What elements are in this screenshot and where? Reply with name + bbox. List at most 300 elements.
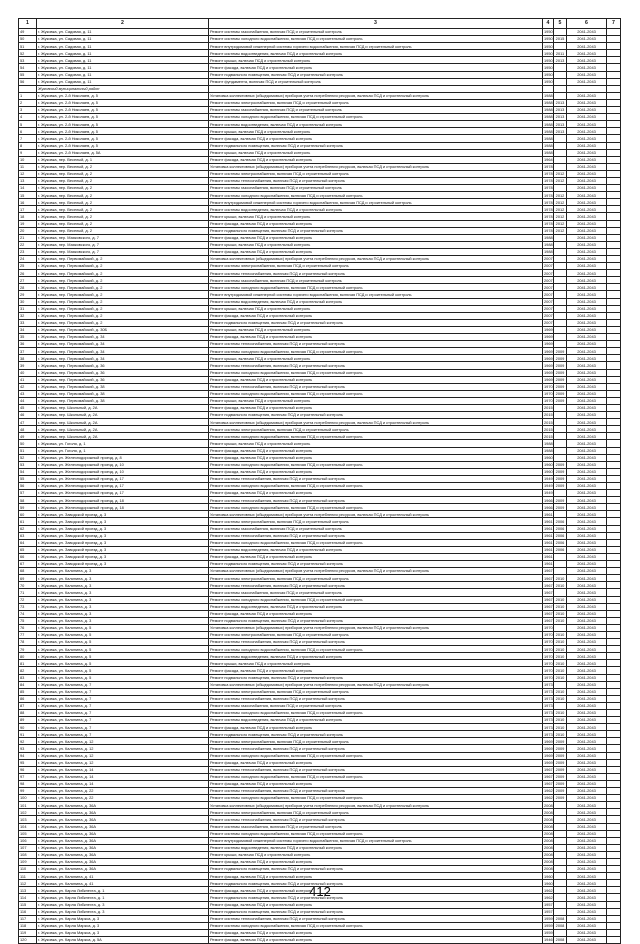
table-row: [19, 142, 621, 149]
work-type-cell: Ремонт крыши, включая ПСД и строительный контроль: [209, 241, 543, 248]
period-cell: 2041-2043: [567, 724, 607, 731]
build-year-cell: 1960: [544, 469, 553, 475]
last-repair-year-cell: 2009: [554, 397, 567, 404]
row-number-cell: 22: [19, 241, 37, 248]
table-row: [19, 99, 621, 106]
address-cell: Жуковский муниципальный район: [37, 85, 209, 92]
table-row: [19, 206, 621, 213]
col-7-cell: [607, 908, 621, 915]
last-repair-year-cell: [554, 64, 567, 71]
row-number-cell: 87: [19, 702, 37, 709]
row-number-cell: 93: [19, 745, 37, 752]
last-repair-year-cell: [554, 334, 567, 341]
row-number-cell: 80: [19, 653, 37, 660]
col-7-cell: [607, 390, 621, 397]
last-repair-year-cell: [554, 866, 567, 873]
work-type-cell: Ремонт фасада, включая ПСД и строительный контроль: [209, 873, 543, 880]
col-7-cell: [607, 539, 621, 546]
period-cell: 2041-2043: [567, 802, 607, 809]
row-number-cell: 54: [19, 468, 37, 475]
build-year-cell: 1988: [544, 235, 553, 241]
build-year-cell: 1959: [544, 916, 553, 922]
address-cell: г. Жуковка, ул. Калинина, д. 7: [37, 688, 209, 695]
table-row: [19, 291, 621, 298]
last-repair-year-cell: 2010: [554, 660, 567, 667]
address-cell: г. Жуковка, ул. Калинина, д. 3: [37, 617, 209, 624]
build-year-cell: 1969: [544, 348, 553, 354]
col-7-cell: [607, 362, 621, 369]
work-type-cell: Ремонт системы электроснабжения, включая ПСД и строительный контроль: [209, 688, 543, 695]
period-cell: 2041-2043: [567, 773, 607, 780]
table-row: [19, 64, 621, 71]
last-repair-year-cell: 2006: [554, 539, 567, 546]
build-year-cell: 1967: [544, 575, 553, 581]
work-type-cell: Ремонт системы электроснабжения, включая ПСД и строительный контроль: [209, 631, 543, 638]
last-repair-year-cell: 2012: [554, 192, 567, 199]
row-number-cell: 98: [19, 780, 37, 787]
work-type-cell: Ремонт системы холодного водоснабжения, включая ПСД и строительный контроль: [209, 539, 543, 546]
period-cell: 2041-2043: [567, 177, 607, 184]
table-row: [19, 667, 621, 674]
build-year-cell: 1970: [544, 646, 553, 652]
last-repair-year-cell: [554, 447, 567, 454]
period-cell: 2041-2043: [567, 483, 607, 490]
last-repair-year-cell: 2010: [554, 731, 567, 738]
row-number-cell: 77: [19, 631, 37, 638]
table-row: [19, 731, 621, 738]
build-year-cell: 1961: [544, 540, 553, 546]
table-row: [19, 114, 621, 121]
build-year-cell: 1949: [544, 490, 553, 496]
work-type-cell: Ремонт крыши, включая ПСД и строительный контроль: [209, 397, 543, 404]
address-cell: г. Жуковка, ул. Заводской проезд, д. 3: [37, 553, 209, 560]
period-cell: 2041-2043: [567, 248, 607, 255]
address-cell: г. Жуковка, пер. Первомайский, д. 34: [37, 334, 209, 341]
last-repair-year-cell: 2010: [554, 639, 567, 646]
address-cell: г. Жуковка, ул. Калинина, д. 3: [37, 568, 209, 575]
table-row: [19, 404, 621, 411]
col-7-cell: [607, 937, 621, 944]
work-type-cell: Ремонт системы водоотведения, включая ПСД и строительный контроль: [209, 844, 543, 851]
col-7-cell: [607, 199, 621, 206]
work-type-cell: Ремонт системы газоснабжения, включая ПСД и строительный контроль: [209, 107, 543, 114]
last-repair-year-cell: [554, 816, 567, 823]
last-repair-year-cell: 2010: [554, 646, 567, 653]
header-col-last-repair-year: 5: [554, 19, 567, 29]
table-row: [19, 511, 621, 518]
header-col-address: 2: [37, 19, 209, 29]
row-number-cell: 81: [19, 660, 37, 667]
address-cell: г. Жуковка, ул. 2-й Николаев, д. 5: [37, 128, 209, 135]
col-7-cell: [607, 461, 621, 468]
table-row: [19, 121, 621, 128]
period-cell: 2041-2043: [567, 419, 607, 426]
last-repair-year-cell: 2012: [554, 170, 567, 177]
work-type-cell: Ремонт фасада, включая ПСД и строительный контроль: [209, 780, 543, 787]
period-cell: 2041-2043: [567, 99, 607, 106]
build-year-cell: 1978: [544, 171, 553, 177]
work-type-cell: Ремонт подвального помещения, включая ПСД и строительный контроль: [209, 319, 543, 326]
col-7-cell: [607, 639, 621, 646]
table-row: [19, 603, 621, 610]
last-repair-year-cell: 2013: [554, 99, 567, 106]
row-number-cell: 35: [19, 334, 37, 341]
col-7-cell: [607, 873, 621, 880]
period-cell: 2041-2043: [567, 880, 607, 887]
row-number-cell: 95: [19, 759, 37, 766]
build-year-cell: 2007: [544, 291, 553, 297]
row-number-cell: 54: [19, 64, 37, 71]
row-number-cell: 11: [19, 163, 37, 170]
last-repair-year-cell: 2008: [554, 915, 567, 922]
build-year-cell: 2008: [544, 809, 553, 815]
build-year-cell: 1950: [544, 36, 553, 42]
work-type-cell: Установка коллективных (общедомовых) приборов учета потребления ресурсов, включая ПСД и строительный контроль: [209, 681, 543, 688]
col-7-cell: [607, 646, 621, 653]
register-sheet: [18, 18, 620, 944]
col-7-cell: [607, 617, 621, 624]
period-cell: 2041-2043: [567, 596, 607, 603]
period-cell: 2041-2043: [567, 390, 607, 397]
table-row: [19, 199, 621, 206]
table-row: [19, 177, 621, 184]
table-row: [19, 497, 621, 504]
row-number-cell: 26: [19, 270, 37, 277]
row-number-cell: 43: [19, 390, 37, 397]
row-number-cell: 108: [19, 851, 37, 858]
table-row: [19, 866, 621, 873]
period-cell: 2041-2043: [567, 738, 607, 745]
last-repair-year-cell: [554, 341, 567, 348]
row-number-cell: 101: [19, 802, 37, 809]
col-7-cell: [607, 348, 621, 355]
row-number-cell: 12: [19, 170, 37, 177]
build-year-cell: 1970: [544, 639, 553, 645]
work-type-cell: Ремонт системы газоснабжения, включая ПСД и строительный контроль: [209, 823, 543, 830]
address-cell: г. Жуковка, пер. Веселый, д. 2: [37, 192, 209, 199]
col-7-cell: [607, 319, 621, 326]
build-year-cell: 1967: [544, 774, 553, 780]
work-type-cell: Ремонт системы электроснабжения, включая ПСД и строительный контроль: [209, 738, 543, 745]
address-cell: г. Жуковка, ул. Заводской проезд, д. 3: [37, 532, 209, 539]
row-number-cell: 66: [19, 553, 37, 560]
table-row: [19, 348, 621, 355]
work-type-cell: Ремонт системы газоснабжения, включая ПСД и строительный контроль: [209, 29, 543, 36]
table-row: [19, 561, 621, 568]
row-number-cell: 96: [19, 766, 37, 773]
work-type-cell: Ремонт фасада, включая ПСД и строительный контроль: [209, 937, 543, 944]
row-number-cell: 74: [19, 610, 37, 617]
period-cell: 2041-2043: [567, 78, 607, 85]
table-row: [19, 745, 621, 752]
row-number-cell: 52: [19, 454, 37, 461]
row-number-cell: 31: [19, 305, 37, 312]
period-cell: 2041-2043: [567, 256, 607, 263]
address-cell: г. Жуковка, пер. Школьный, д. 2А: [37, 404, 209, 411]
row-number-cell: 82: [19, 667, 37, 674]
table-row: [19, 837, 621, 844]
col-7-cell: [607, 589, 621, 596]
work-type-cell: Ремонт системы теплоснабжения, включая ПСД и строительный контроль: [209, 497, 543, 504]
col-7-cell: [607, 702, 621, 709]
work-type-cell: Ремонт внутридомовой инженерной системы горячего водоснабжения, включая ПСД и строительный контроль: [209, 199, 543, 206]
build-year-cell: 2008: [544, 859, 553, 865]
col-7-cell: [607, 766, 621, 773]
table-row: [19, 589, 621, 596]
period-cell: 2041-2043: [567, 312, 607, 319]
work-type-cell: Ремонт крыши, включая ПСД и строительный контроль: [209, 660, 543, 667]
last-repair-year-cell: [554, 624, 567, 631]
period-cell: 2041-2043: [567, 277, 607, 284]
work-type-cell: Ремонт подвального помещения, включая ПСД и строительный контроль: [209, 674, 543, 681]
row-number-cell: 111: [19, 873, 37, 880]
last-repair-year-cell: [554, 412, 567, 419]
period-cell: 2041-2043: [567, 461, 607, 468]
last-repair-year-cell: [554, 71, 567, 78]
last-repair-year-cell: 2010: [554, 695, 567, 702]
header-col-number: 1: [19, 19, 37, 29]
col-7-cell: [607, 291, 621, 298]
period-cell: 2041-2043: [567, 298, 607, 305]
table-row: [19, 724, 621, 731]
period-cell: 2041-2043: [567, 568, 607, 575]
work-type-cell: Ремонт крыши, включая ПСД и строительный контроль: [209, 440, 543, 447]
col-7-cell: [607, 156, 621, 163]
work-type-cell: Ремонт подвального помещения, включая ПСД и строительный контроль: [209, 227, 543, 234]
row-number-cell: 91: [19, 731, 37, 738]
period-cell: 2041-2043: [567, 121, 607, 128]
address-cell: г. Жуковка, ул. Калинина, д. 36А: [37, 816, 209, 823]
last-repair-year-cell: 2009: [554, 795, 567, 802]
build-year-cell: 1970: [544, 625, 553, 631]
build-year-cell: 1978: [544, 199, 553, 205]
last-repair-year-cell: 2013: [554, 121, 567, 128]
period-cell: 2041-2043: [567, 241, 607, 248]
address-cell: г. Жуковка, ул. Калинина, д. 7: [37, 702, 209, 709]
build-year-cell: 1967: [544, 781, 553, 787]
row-number-cell: 34: [19, 326, 37, 333]
col-7-cell: [607, 738, 621, 745]
table-row: [19, 170, 621, 177]
table-row: [19, 326, 621, 333]
period-cell: 2041-2043: [567, 788, 607, 795]
col-7-cell: [607, 121, 621, 128]
last-repair-year-cell: [554, 511, 567, 518]
row-number-cell: 115: [19, 901, 37, 908]
row-number-cell: 6: [19, 128, 37, 135]
address-cell: г. Жуковка, ул. Калинина, д. 36А: [37, 809, 209, 816]
col-7-cell: [607, 866, 621, 873]
period-cell: 2041-2043: [567, 639, 607, 646]
last-repair-year-cell: [554, 873, 567, 880]
last-repair-year-cell: [554, 589, 567, 596]
col-7-cell: [607, 404, 621, 411]
table-row: [19, 78, 621, 85]
table-row: [19, 241, 621, 248]
build-year-cell: 1978: [544, 192, 553, 198]
last-repair-year-cell: 2013: [554, 107, 567, 114]
col-7-cell: [607, 454, 621, 461]
period-cell: 2041-2043: [567, 404, 607, 411]
last-repair-year-cell: 2012: [554, 220, 567, 227]
row-number-cell: 53: [19, 461, 37, 468]
row-number-cell: 27: [19, 277, 37, 284]
row-number-cell: 106: [19, 837, 37, 844]
col-7-cell: [607, 419, 621, 426]
work-type-cell: Ремонт фундамента, включая ПСД и строительный контроль: [209, 78, 543, 85]
build-year-cell: 1973: [544, 731, 553, 737]
period-cell: 2041-2043: [567, 142, 607, 149]
col-7-cell: [607, 355, 621, 362]
period-cell: 2041-2043: [567, 29, 607, 36]
table-row: [19, 475, 621, 482]
col-7-cell: [607, 298, 621, 305]
table-row: [19, 149, 621, 156]
work-type-cell: Ремонт системы холодного водоснабжения, включая ПСД и строительный контроль: [209, 830, 543, 837]
last-repair-year-cell: [554, 78, 567, 85]
last-repair-year-cell: 2010: [554, 674, 567, 681]
last-repair-year-cell: 2009: [554, 773, 567, 780]
table-row: [19, 546, 621, 553]
period-cell: 2041-2043: [567, 43, 607, 50]
address-cell: г. Жуковка, пер. Маяковского, д. 7: [37, 241, 209, 248]
last-repair-year-cell: 2006: [554, 532, 567, 539]
table-row: [19, 809, 621, 816]
build-year-cell: 1978: [544, 227, 553, 233]
address-cell: г. Жуковка, ул. Калинина, д. 3: [37, 582, 209, 589]
table-row: [19, 128, 621, 135]
address-cell: г. Жуковка, ул. 2-й Николаев, д. 5: [37, 114, 209, 121]
table-row: [19, 681, 621, 688]
address-cell: г. Жуковка, пер. Первомайский, д. 30Б: [37, 326, 209, 333]
row-number-cell: 40: [19, 369, 37, 376]
build-year-cell: 1950: [544, 57, 553, 63]
work-type-cell: Ремонт фасада, включая ПСД и строительный контроль: [209, 610, 543, 617]
address-cell: г. Жуковка, пер. Первомайский, д. 34: [37, 348, 209, 355]
address-cell: г. Жуковка, ул. Калинина, д. 41: [37, 880, 209, 887]
period-cell: [567, 85, 607, 92]
period-cell: 2041-2043: [567, 447, 607, 454]
table-row: [19, 851, 621, 858]
period-cell: 2041-2043: [567, 929, 607, 936]
work-type-cell: Ремонт системы теплоснабжения, включая ПСД и строительный контроль: [209, 582, 543, 589]
work-type-cell: Ремонт системы водоотведения, включая ПСД и строительный контроль: [209, 717, 543, 724]
col-7-cell: [607, 553, 621, 560]
period-cell: 2041-2043: [567, 695, 607, 702]
last-repair-year-cell: [554, 858, 567, 865]
build-year-cell: 1950: [544, 64, 553, 70]
row-number-cell: 61: [19, 518, 37, 525]
work-type-cell: Ремонт крыши, включая ПСД и строительный контроль: [209, 149, 543, 156]
address-cell: г. Жуковка, пер. Школьный, д. 2А: [37, 433, 209, 440]
build-year-cell: 2008: [544, 852, 553, 858]
col-7-cell: [607, 830, 621, 837]
work-type-cell: Ремонт системы газоснабжения, включая ПСД и строительный контроль: [209, 702, 543, 709]
period-cell: 2041-2043: [567, 830, 607, 837]
build-year-cell: 1970: [544, 391, 553, 397]
last-repair-year-cell: 2006: [554, 546, 567, 553]
build-year-cell: 1957: [544, 908, 553, 914]
address-cell: г. Жуковка, пер. Веселый, д. 2: [37, 170, 209, 177]
table-row: [19, 582, 621, 589]
address-cell: г. Жуковка, ул. Калинина, д. 7: [37, 724, 209, 731]
work-type-cell: Ремонт системы теплоснабжения, включая ПСД и строительный контроль: [209, 788, 543, 795]
col-7-cell: [607, 525, 621, 532]
table-row: [19, 483, 621, 490]
period-cell: 2041-2043: [567, 901, 607, 908]
work-type-cell: Ремонт системы теплоснабжения, включая ПСД и строительный контроль: [209, 695, 543, 702]
table-row: [19, 631, 621, 638]
period-cell: 2041-2043: [567, 858, 607, 865]
address-cell: г. Жуковка, ул. Калинина, д. 36А: [37, 823, 209, 830]
build-year-cell: 1969: [544, 760, 553, 765]
row-number-cell: 78: [19, 639, 37, 646]
address-cell: г. Жуковка, ул. Калинина, д. 12: [37, 738, 209, 745]
row-number-cell: 23: [19, 248, 37, 255]
table-row: [19, 490, 621, 497]
address-cell: г. Жуковка, ул. Железнодорожный проезд, д. 18: [37, 504, 209, 511]
address-cell: г. Жуковка, ул. Калинина, д. 36А: [37, 802, 209, 809]
period-cell: 2041-2043: [567, 561, 607, 568]
period-cell: 2041-2043: [567, 866, 607, 873]
row-number-cell: 75: [19, 617, 37, 624]
last-repair-year-cell: 2009: [554, 483, 567, 490]
last-repair-year-cell: [554, 263, 567, 270]
period-cell: 2041-2043: [567, 575, 607, 582]
address-cell: г. Жуковка, ул. Калинина, д. 3: [37, 610, 209, 617]
col-7-cell: [607, 50, 621, 57]
table-row: [19, 419, 621, 426]
last-repair-year-cell: [554, 305, 567, 312]
period-cell: 2041-2043: [567, 284, 607, 291]
col-7-cell: [607, 759, 621, 766]
work-type-cell: Установка коллективных (общедомовых) приборов учета потребления ресурсов, включая ПСД и строительный контроль: [209, 624, 543, 631]
period-cell: 2041-2043: [567, 334, 607, 341]
period-cell: 2041-2043: [567, 270, 607, 277]
period-cell: 2041-2043: [567, 851, 607, 858]
build-year-cell: 1988: [544, 128, 553, 134]
period-cell: 2041-2043: [567, 717, 607, 724]
address-cell: г. Жуковка, ул. Калинина, д. 14: [37, 780, 209, 787]
build-year-cell: 1967: [544, 589, 553, 595]
last-repair-year-cell: 2009: [554, 780, 567, 787]
work-type-cell: Ремонт системы электроснабжения, включая ПСД и строительный контроль: [209, 809, 543, 816]
table-row: [19, 107, 621, 114]
last-repair-year-cell: 2010: [554, 667, 567, 674]
address-cell: г. Жуковка, пер. Веселый, д. 2: [37, 213, 209, 220]
address-cell: г. Жуковка, пер. Первомайский, д. 38: [37, 390, 209, 397]
address-cell: г. Жуковка, ул. Гоголя, д. 1: [37, 447, 209, 454]
col-7-cell: [607, 568, 621, 575]
last-repair-year-cell: [554, 234, 567, 241]
row-number-cell: 116: [19, 908, 37, 915]
last-repair-year-cell: 2010: [554, 688, 567, 695]
build-year-cell: 1970: [544, 384, 553, 390]
period-cell: 2041-2043: [567, 894, 607, 901]
period-cell: 2041-2043: [567, 646, 607, 653]
build-year-cell: 1988: [544, 100, 553, 106]
table-row: [19, 468, 621, 475]
work-type-cell: Ремонт системы холодного водоснабжения, включая ПСД и строительный контроль: [209, 192, 543, 199]
last-repair-year-cell: [554, 802, 567, 809]
address-cell: г. Жуковка, ул. Садовая, д. 11: [37, 50, 209, 57]
work-type-cell: Ремонт системы теплоснабжения, включая ПСД и строительный контроль: [209, 270, 543, 277]
last-repair-year-cell: 2009: [554, 390, 567, 397]
row-number-cell: 55: [19, 475, 37, 482]
row-number-cell: 71: [19, 589, 37, 596]
address-cell: г. Жуковка, пер. Веселый, д. 2: [37, 177, 209, 184]
period-cell: 2041-2043: [567, 376, 607, 383]
